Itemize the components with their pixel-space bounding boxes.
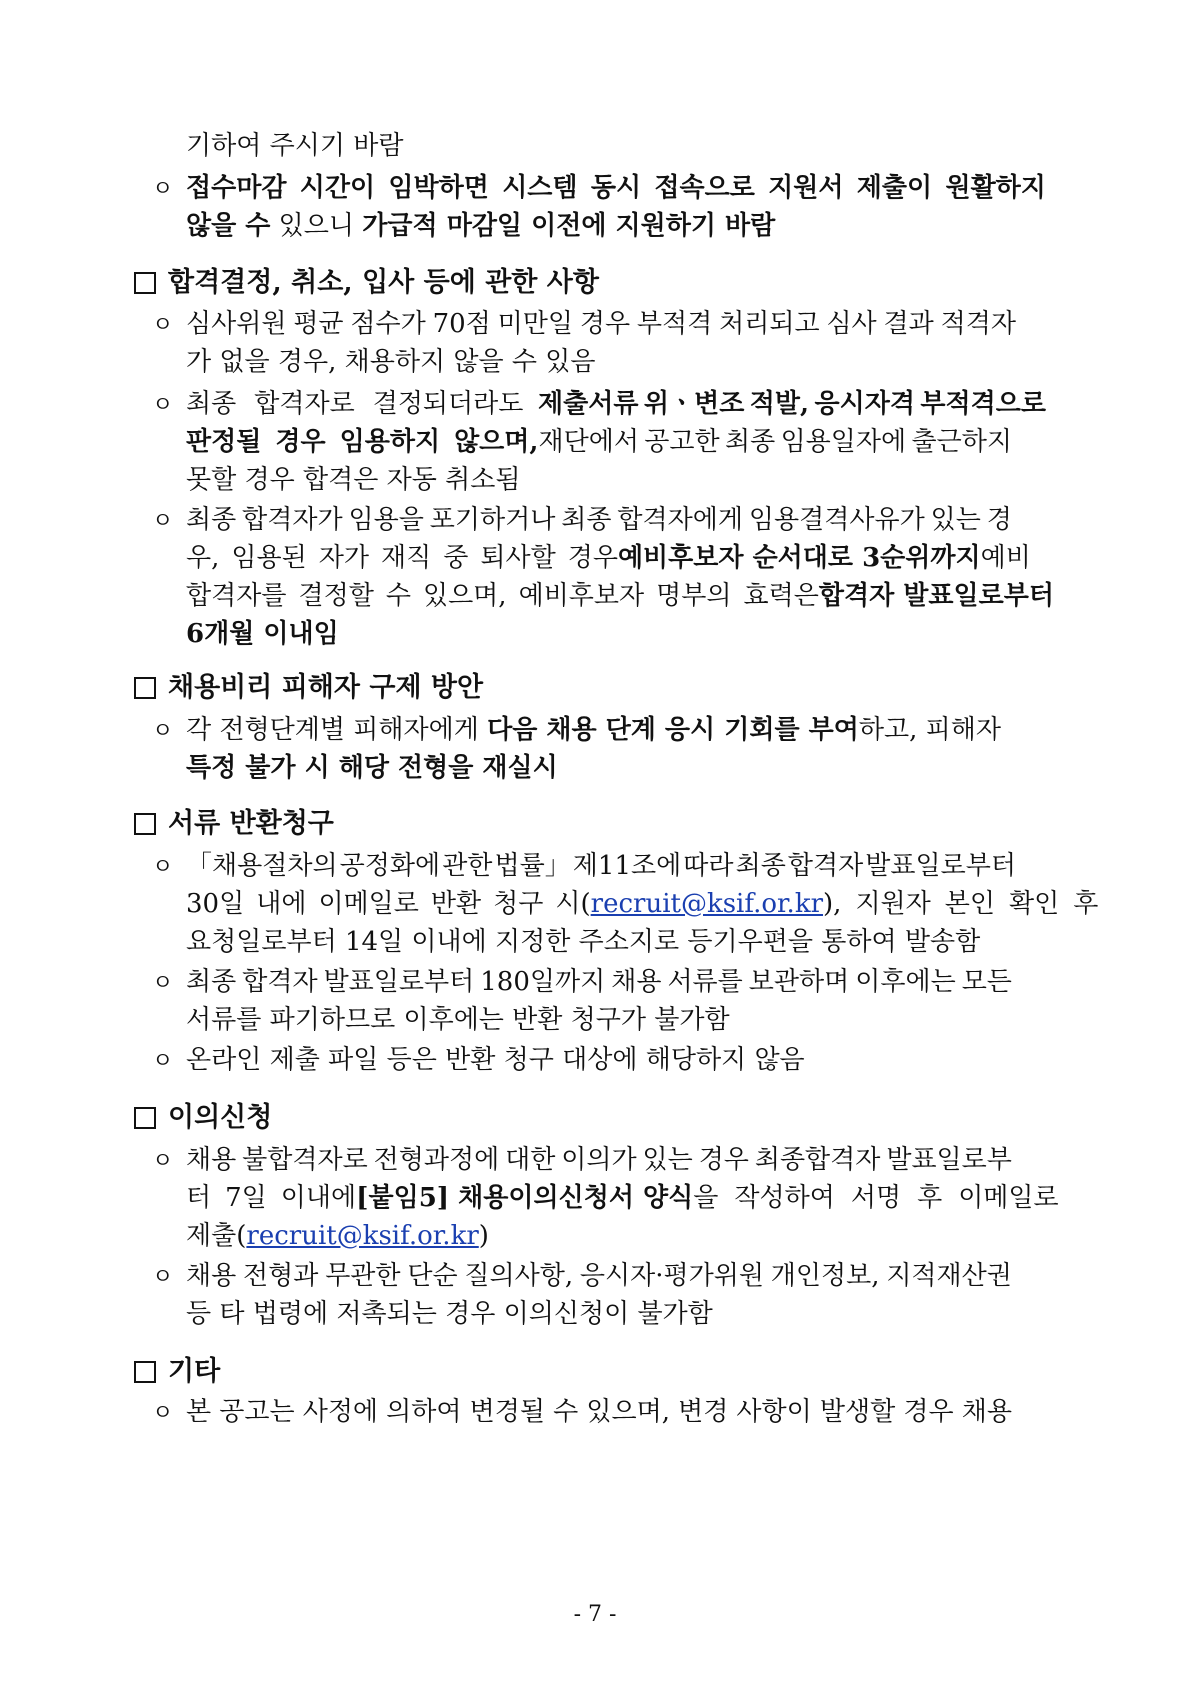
checkbox-icon — [134, 1107, 156, 1129]
section-title-other: 기타 — [134, 1352, 220, 1392]
word: 적격자 — [940, 309, 1016, 339]
email-link[interactable]: recruit@ksif.or.kr — [246, 1221, 479, 1251]
word: 평균 — [293, 309, 344, 339]
s1-bullet-3: ㅇ 최종 합격자가 임용을 포기하거나 최종 합격자에게 임용결격사유가 있는 경 — [152, 500, 1012, 542]
word: 단순 — [407, 1261, 458, 1291]
word: 응시자격 — [814, 389, 915, 419]
word: 부적격 — [636, 309, 713, 339]
word: 합격자에게 — [617, 505, 744, 535]
s1-bullet-1: ㅇ 심사위원 평균 점수가 70점 미만일 경우 부적격 처리되고 심사 결과 적격자 — [152, 304, 1016, 346]
s1-bullet-2-line-3: 못할 경우 합격은 자동 취소됨 — [186, 465, 521, 495]
word: 제출서류 — [538, 389, 639, 419]
word: 효력은 — [743, 581, 819, 611]
word: 채용 — [611, 967, 662, 997]
section-title-document-return: 서류 반환청구 — [134, 804, 334, 844]
word: 중 — [443, 543, 469, 573]
word: 청구 — [493, 889, 544, 919]
word: 합격자가 — [242, 505, 343, 535]
word: 내에 — [256, 889, 307, 919]
word: 지원자 — [855, 889, 931, 919]
word: 있으며, — [586, 1397, 670, 1427]
s1-bullet-3-line-2: 우, 임용된 자가 재직 중 퇴사할 경우 예비후보자 순서대로 3순위까지 예비 — [186, 538, 1012, 578]
word: 재직 — [380, 543, 432, 573]
word: 사정에 — [302, 1397, 379, 1427]
word: 작성하여 — [734, 1183, 835, 1213]
s1-bullet-3-line-3: 합격자를 결정할 수 있으며, 예비후보자 명부의 효력은 합격자 발표일로부터 — [186, 576, 1012, 616]
word: 임용을 — [348, 505, 424, 535]
word: 재단에서 — [538, 427, 639, 457]
word: 퇴사할 — [480, 543, 556, 573]
s3-bullet-1-line-2 — [186, 884, 1099, 924]
word: 결과 — [883, 309, 934, 339]
s5-bullet-1: ㅇ 본 공고는 사정에 의하여 변경될 수 있으며, 변경 사항이 발생할 경우 채용 — [152, 1392, 1012, 1434]
word: 채용 — [186, 1145, 237, 1175]
word: 터 — [186, 1183, 212, 1213]
word: 처리되고 — [719, 309, 820, 339]
word: 70점 — [432, 309, 491, 339]
word: 경우 — [579, 309, 631, 339]
word: 관한 — [442, 851, 493, 881]
word: 최종 — [735, 851, 786, 881]
word: 30일 — [186, 889, 245, 919]
s4-bullet-1: ㅇ 채용 불합격자로 전형과정에 대한 이의가 있는 경우 최종합격자 발표일로부 — [152, 1140, 1012, 1182]
word: 발표일로부터 — [323, 967, 475, 997]
word: 미만일 — [497, 309, 573, 339]
word: 예비후보자 — [518, 581, 645, 611]
section-title-remedy: 채용비리 피해자 구제 방안 — [134, 668, 483, 708]
word: 수 — [553, 1397, 579, 1427]
word: 발표일로부 — [886, 1145, 1012, 1175]
word: 법률」 — [494, 851, 571, 881]
s4-bullet-2-line-2: 등 타 법령에 저촉되는 경우 이의신청이 불가함 — [186, 1299, 713, 1329]
word: 명부의 — [656, 581, 732, 611]
word: 있는 — [930, 505, 981, 535]
word: 채용 — [186, 1261, 237, 1291]
word: 변경될 — [469, 1397, 545, 1427]
word: 판정될 — [186, 427, 262, 457]
word: ), — [823, 889, 842, 919]
word: 임용하지 — [339, 427, 441, 457]
word: 발표일로부터 — [865, 851, 1016, 881]
word: 이메일로 — [318, 889, 419, 919]
word: 을 — [693, 1183, 719, 1213]
checkbox-icon — [134, 1361, 156, 1383]
word: 있으며, — [422, 581, 507, 611]
word: 반환 — [430, 889, 482, 919]
word: 최종 — [561, 505, 612, 535]
word: 않으며, — [454, 427, 539, 457]
word: 합격자로 — [254, 389, 355, 419]
word: 경우 — [903, 1397, 954, 1427]
word: 보관하며 — [748, 967, 850, 997]
word: 경 — [986, 505, 1012, 535]
word: 무관한 — [325, 1261, 401, 1291]
word: 합격자 — [787, 851, 864, 881]
word: 최종합격자 — [754, 1145, 881, 1175]
page-number: - 7 - — [573, 1602, 617, 1627]
word: 사항이 — [736, 1397, 812, 1427]
word: 최종 — [186, 967, 237, 997]
word: 임용일자에 — [780, 427, 907, 457]
word: 본인 — [944, 889, 996, 919]
word: 이의가 — [561, 1145, 637, 1175]
word: 서류를 — [667, 967, 743, 997]
s2-bullet-1-line-2: 특정 불가 시 해당 전형을 재실시 — [186, 753, 558, 783]
word: 심사 — [826, 309, 877, 339]
s1-bullet-1-line-2: 가 없을 경우, 채용하지 않을 수 있음 — [186, 347, 596, 377]
word: 이내에 — [280, 1183, 357, 1213]
s4-bullet-1-line-3: 제출(recruit@ksif.or.kr) — [186, 1221, 489, 1251]
s3-bullet-1-line-3: 요청일로부터 14일 이내에 지정한 주소지로 등기우편을 통하여 발송함 — [186, 927, 981, 957]
s4-bullet-2: ㅇ 채용 전형과 무관한 단순 질의사항, 응시자·평가위원 개인정보, 지적재산권 — [152, 1256, 1012, 1298]
word: 임용결격사유가 — [748, 505, 925, 535]
word: 모든 — [961, 967, 1012, 997]
word: 경우 — [567, 543, 618, 573]
word: 전형과 — [243, 1261, 319, 1291]
word: 이후에는 — [855, 967, 956, 997]
word: 제11조에 — [572, 851, 682, 881]
word: 최종 — [724, 427, 776, 457]
s3-bullet-3: ㅇ 온라인 제출 파일 등은 반환 청구 대상에 해당하지 않음 — [152, 1045, 805, 1075]
section-title-pass-decision: 합격결정, 취소, 입사 등에 관한 사항 — [134, 263, 599, 303]
word: 전형과정에 — [373, 1145, 500, 1175]
word: 따라 — [683, 851, 734, 881]
word: 경우 — [275, 427, 326, 457]
word: 변경 — [678, 1397, 729, 1427]
word: 채용 — [961, 1397, 1012, 1427]
word: 점수가 — [350, 309, 426, 339]
word: 질의사항, — [464, 1261, 574, 1291]
word: 위ㆍ변조 — [643, 389, 745, 419]
section-title-objection: 이의신청 — [134, 1098, 272, 1138]
word: 공정화에 — [339, 851, 441, 881]
word: 우, — [186, 543, 220, 573]
word: 심사위원 — [186, 309, 287, 339]
word: 결정되더라도 — [372, 389, 524, 419]
word: 불합격자로 — [242, 1145, 368, 1175]
word: 있는 — [642, 1145, 693, 1175]
email-link[interactable]: recruit@ksif.or.kr — [590, 889, 824, 919]
word: 서명 — [850, 1183, 902, 1213]
word: 후 — [1073, 889, 1099, 919]
word: 7일 — [225, 1183, 267, 1213]
s4-bullet-1-line-2: 터 7일 이내에 [붙임5] 채용이의신청서 양식 을 작성하여 서명 후 이메일로 — [186, 1178, 1012, 1218]
word: 포기하거나 — [429, 505, 556, 535]
word: 후 — [917, 1183, 943, 1213]
word: 이메일로 — [958, 1183, 1059, 1213]
word: 개인정보, — [770, 1261, 880, 1291]
s3-bullet-2-line-2: 서류를 파기하므로 이후에는 반환 청구가 불가함 — [186, 1005, 730, 1035]
word: 자가 — [318, 543, 369, 573]
word: 결정할 — [298, 581, 374, 611]
word: 지적재산권 — [886, 1261, 1012, 1291]
word: 「채용절차의 — [186, 851, 338, 881]
word: 응시자·평가위원 — [579, 1261, 764, 1291]
s1-bullet-3-line-4: 6개월 이내임 — [186, 619, 339, 649]
word: 최종 — [186, 505, 237, 535]
word: 적발, — [749, 389, 810, 419]
word: 출근하지 — [911, 427, 1012, 457]
word: 수 — [385, 581, 411, 611]
word: 공고는 — [219, 1397, 295, 1427]
word: 합격자를 — [186, 581, 287, 611]
s2-bullet-1: ㅇ 각 전형단계별 피해자에게 다음 채용 단계 응시 기회를 부여하고, 피해자 — [152, 715, 1001, 745]
deadline-line-1: 접수마감 시간이 임박하면 시스템 동시 접속으로 지원서 제출이 원활하지 — [186, 173, 1046, 203]
checkbox-icon — [134, 813, 156, 835]
word: 임용된 — [231, 543, 307, 573]
word: 본 — [186, 1397, 212, 1427]
word: 180일까지 — [480, 967, 606, 997]
continued-text: 기하여 주시기 바람 — [186, 131, 404, 161]
checkbox-icon — [134, 677, 156, 699]
deadline-line-2: 않을 수 있으니 가급적 마감일 이전에 지원하기 바람 — [186, 211, 776, 241]
word: 합격자 — [242, 967, 318, 997]
s1-bullet-2-line-2 — [186, 422, 1012, 462]
word: 부적격으로 — [920, 389, 1046, 419]
word: 공고한 — [644, 427, 720, 457]
word: 발생할 — [819, 1397, 896, 1427]
word: 경우 — [698, 1145, 749, 1175]
word: 확인 — [1009, 889, 1060, 919]
checkbox-icon — [134, 272, 156, 294]
word: 시( — [555, 889, 591, 919]
word: 대한 — [505, 1145, 556, 1175]
word: 의하여 — [386, 1397, 462, 1427]
word: 최종 — [186, 389, 237, 419]
bullet-deadline: ㅇ 접수마감 시간이 임박하면 시스템 동시 접속으로 지원서 제출이 원활하지 — [152, 168, 1046, 210]
s3-bullet-1: ㅇ 「채용절차의 공정화에 관한 법률」 제11조에 따라 최종 합격자 발표일로부터 — [152, 846, 1016, 888]
s1-bullet-2: ㅇ 최종 합격자로 결정되더라도 제출서류 위ㆍ변조 적발, 응시자격 부적격으로 — [152, 384, 1046, 426]
s3-bullet-2: ㅇ 최종 합격자 발표일로부터 180일까지 채용 서류를 보관하며 이후에는 모든 — [152, 962, 1012, 1004]
